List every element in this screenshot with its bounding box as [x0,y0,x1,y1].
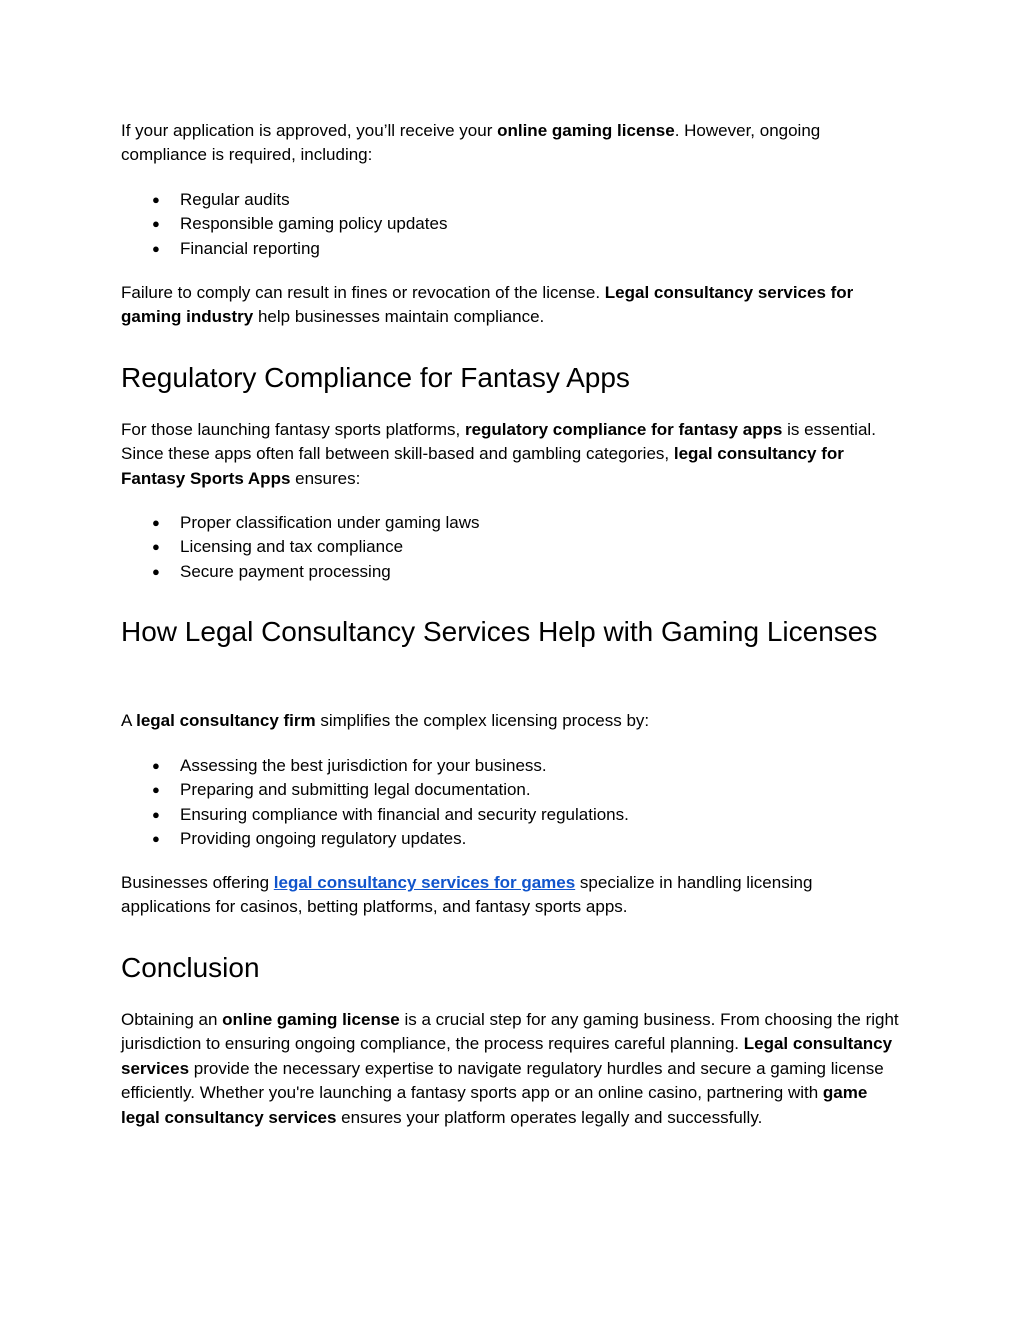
paragraph-businesses-offering: Businesses offering legal consultancy services for games specialize in handling licensing applications for casinos, betting platforms, and fantasy sports apps. [121,873,813,917]
paragraph-failure-to-comply: Failure to comply can result in fines or revocation of the license. Legal consultancy services for gaming industry help businesses maintain compliance. [121,283,854,327]
bullet-icon: ● [152,831,160,847]
list-item: ● Proper classification under gaming laws [121,511,480,535]
list-item: ● Providing ongoing regulatory updates. [121,827,629,851]
list-item: ● Responsible gaming policy updates [121,212,447,236]
bullet-icon: ● [152,758,160,773]
list-item: ● Licensing and tax compliance [121,535,480,559]
list-item: ● Assessing the best jurisdiction for your business. [121,754,629,778]
legal-consultancy-games-link[interactable]: legal consultancy services for games [273,873,576,892]
list-item: ● Financial reporting [121,237,447,261]
list-item: ● Ensuring compliance with financial and security regulations. [121,803,629,827]
bullet-icon: ● [152,515,160,530]
heading-legal-help: How Legal Consultancy Services Help with Gaming Licenses [121,616,878,647]
list-item: ● Preparing and submitting legal documentation. [121,778,629,802]
paragraph-fantasy-apps: For those launching fantasy sports platforms, regulatory compliance for fantasy apps is essential. Since these apps often fall between skill-based and gambling categories, legal consultancy for Fantasy Sports Apps ensures: [121,420,876,488]
bullet-icon: ● [152,240,160,256]
bullet-icon: ● [152,216,160,232]
bullet-icon: ● [152,539,160,555]
legal-services-list [121,754,629,852]
paragraph-legal-firm: A legal consultancy firm simplifies the complex licensing process by: [121,711,650,730]
heading-fantasy-compliance: Regulatory Compliance for Fantasy Apps [121,362,630,393]
bullet-icon: ● [152,563,160,579]
list-item: ● Secure payment processing [121,560,480,584]
paragraph-conclusion: Obtaining an online gaming license is a crucial step for any gaming business. From choosing the right jurisdiction to ensuring ongoing compliance, the process requires careful planning. Legal consultancy services provide the necessary expertise to navigate regulatory hurdles and secure a gaming license efficiently. Whether you're launching a fantasy sports app or an online casino, partnering with game legal consultancy services ensures your platform operates legally and successfully. [121,1010,899,1127]
bullet-icon: ● [152,782,160,798]
bold-online-gaming-license: online gaming license [497,121,675,140]
bullet-icon: ● [152,192,160,207]
fantasy-list [121,511,480,584]
paragraph-license-approval: If your application is approved, you’ll receive your online gaming license. However, ongoing compliance is required, including: [121,121,821,165]
bullet-icon: ● [152,806,160,822]
compliance-list [121,188,447,261]
list-item: ● Regular audits [121,188,447,212]
heading-conclusion: Conclusion [121,952,260,983]
